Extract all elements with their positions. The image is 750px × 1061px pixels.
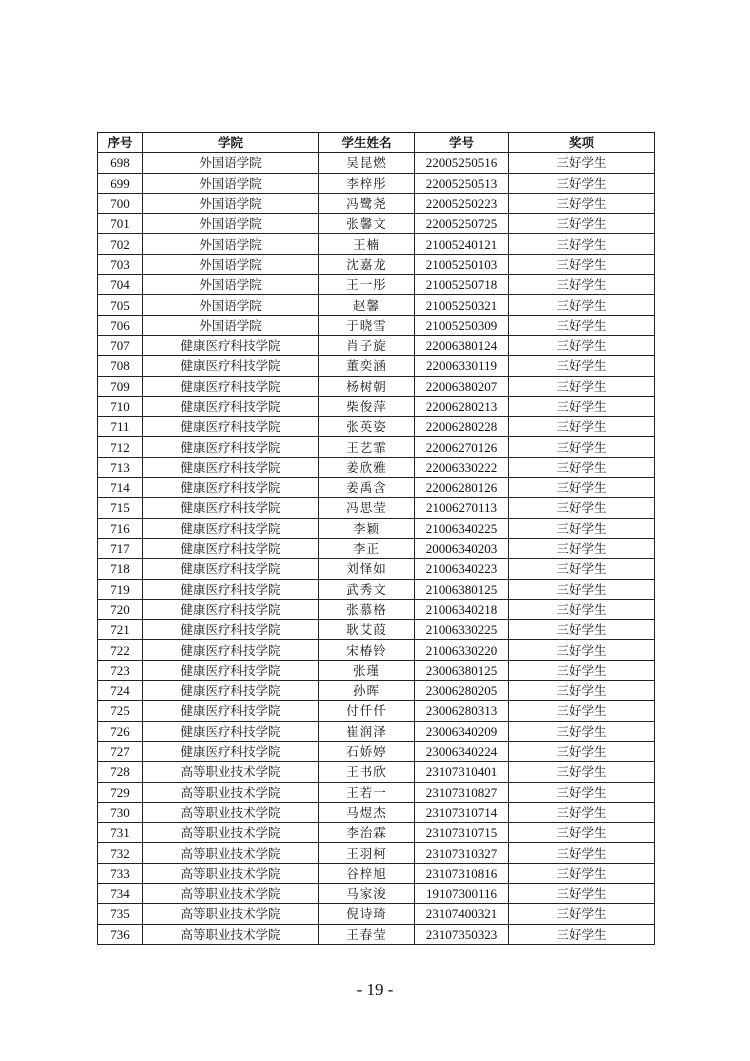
table-body	[98, 153, 655, 945]
student-name-cell: 沈嘉龙	[319, 254, 415, 274]
student-name-cell: 王一彤	[319, 275, 415, 295]
school-cell: 健康医疗科技学院	[143, 721, 319, 741]
serial-number-cell: 730	[98, 802, 143, 822]
table-row	[98, 660, 655, 680]
student-id-cell: 22006330119	[415, 356, 509, 376]
table-row	[98, 173, 655, 193]
table-row	[98, 620, 655, 640]
award-cell: 三好学生	[509, 904, 655, 924]
table-row	[98, 335, 655, 355]
award-cell: 三好学生	[509, 214, 655, 234]
school-cell: 高等职业技术学院	[143, 762, 319, 782]
school-cell: 健康医疗科技学院	[143, 335, 319, 355]
school-cell: 高等职业技术学院	[143, 823, 319, 843]
table-row	[98, 883, 655, 903]
student-id-cell: 21006340218	[415, 599, 509, 619]
serial-number-cell: 726	[98, 721, 143, 741]
student-name-cell: 谷梓旭	[319, 863, 415, 883]
award-cell: 三好学生	[509, 843, 655, 863]
serial-number-cell: 735	[98, 904, 143, 924]
school-cell: 健康医疗科技学院	[143, 396, 319, 416]
student-name-cell: 王书欣	[319, 762, 415, 782]
table-row	[98, 234, 655, 254]
student-name-cell: 赵馨	[319, 295, 415, 315]
award-roster-table	[97, 132, 655, 945]
school-cell: 外国语学院	[143, 234, 319, 254]
student-name-cell: 张瑾	[319, 660, 415, 680]
student-id-cell: 23107310827	[415, 782, 509, 802]
table-header	[98, 133, 655, 153]
school-cell: 健康医疗科技学院	[143, 538, 319, 558]
school-cell: 健康医疗科技学院	[143, 437, 319, 457]
school-cell: 高等职业技术学院	[143, 904, 319, 924]
table-row	[98, 701, 655, 721]
serial-number-cell: 712	[98, 437, 143, 457]
award-cell: 三好学生	[509, 254, 655, 274]
serial-number-cell: 715	[98, 498, 143, 518]
award-cell: 三好学生	[509, 762, 655, 782]
serial-number-cell: 727	[98, 741, 143, 761]
table-row	[98, 376, 655, 396]
award-cell: 三好学生	[509, 538, 655, 558]
table-row	[98, 254, 655, 274]
award-cell: 三好学生	[509, 457, 655, 477]
student-id-cell: 22006280213	[415, 396, 509, 416]
student-id-cell: 22005250223	[415, 193, 509, 213]
award-cell: 三好学生	[509, 721, 655, 741]
student-name-cell: 王楠	[319, 234, 415, 254]
school-cell: 健康医疗科技学院	[143, 701, 319, 721]
table-row	[98, 153, 655, 173]
school-cell: 健康医疗科技学院	[143, 660, 319, 680]
student-id-cell: 23107310714	[415, 802, 509, 822]
school-cell: 高等职业技术学院	[143, 924, 319, 944]
award-cell: 三好学生	[509, 153, 655, 173]
serial-number-cell: 699	[98, 173, 143, 193]
student-name-cell: 柴俊萍	[319, 396, 415, 416]
school-cell: 健康医疗科技学院	[143, 559, 319, 579]
school-cell: 外国语学院	[143, 153, 319, 173]
student-id-cell: 19107300116	[415, 883, 509, 903]
school-cell: 外国语学院	[143, 315, 319, 335]
serial-number-cell: 708	[98, 356, 143, 376]
serial-number-cell: 723	[98, 660, 143, 680]
school-cell: 高等职业技术学院	[143, 883, 319, 903]
school-cell: 外国语学院	[143, 193, 319, 213]
student-id-cell: 23107310327	[415, 843, 509, 863]
award-cell: 三好学生	[509, 741, 655, 761]
award-cell: 三好学生	[509, 376, 655, 396]
student-name-cell: 崔润泽	[319, 721, 415, 741]
table-row	[98, 579, 655, 599]
table-row	[98, 721, 655, 741]
serial-number-cell: 711	[98, 417, 143, 437]
student-name-cell: 耿艾葭	[319, 620, 415, 640]
award-cell: 三好学生	[509, 924, 655, 944]
student-name-cell: 吴昆燃	[319, 153, 415, 173]
award-cell: 三好学生	[509, 275, 655, 295]
school-cell: 健康医疗科技学院	[143, 681, 319, 701]
header-award: 奖项	[509, 133, 655, 153]
school-cell: 健康医疗科技学院	[143, 478, 319, 498]
student-name-cell: 王若一	[319, 782, 415, 802]
award-cell: 三好学生	[509, 437, 655, 457]
school-cell: 健康医疗科技学院	[143, 620, 319, 640]
award-cell: 三好学生	[509, 782, 655, 802]
student-id-cell: 23107310816	[415, 863, 509, 883]
student-name-cell: 张英姿	[319, 417, 415, 437]
student-id-cell: 22006280228	[415, 417, 509, 437]
table-row	[98, 396, 655, 416]
school-cell: 外国语学院	[143, 173, 319, 193]
award-cell: 三好学生	[509, 802, 655, 822]
award-cell: 三好学生	[509, 823, 655, 843]
table-row	[98, 437, 655, 457]
student-id-cell: 22005250725	[415, 214, 509, 234]
student-name-cell: 马煜杰	[319, 802, 415, 822]
student-name-cell: 倪诗琦	[319, 904, 415, 924]
student-name-cell: 张馨文	[319, 214, 415, 234]
serial-number-cell: 736	[98, 924, 143, 944]
award-cell: 三好学生	[509, 681, 655, 701]
award-cell: 三好学生	[509, 295, 655, 315]
student-id-cell: 23006380125	[415, 660, 509, 680]
student-name-cell: 石娇婷	[319, 741, 415, 761]
student-name-cell: 王羽柯	[319, 843, 415, 863]
student-name-cell: 杨树朝	[319, 376, 415, 396]
student-name-cell: 李治霖	[319, 823, 415, 843]
school-cell: 外国语学院	[143, 254, 319, 274]
student-id-cell: 21006330220	[415, 640, 509, 660]
student-id-cell: 23006280313	[415, 701, 509, 721]
award-cell: 三好学生	[509, 478, 655, 498]
award-cell: 三好学生	[509, 599, 655, 619]
student-name-cell: 刘怿如	[319, 559, 415, 579]
serial-number-cell: 732	[98, 843, 143, 863]
serial-number-cell: 701	[98, 214, 143, 234]
table-row	[98, 782, 655, 802]
table-row	[98, 214, 655, 234]
student-id-cell: 21006340223	[415, 559, 509, 579]
student-id-cell: 22006270126	[415, 437, 509, 457]
student-id-cell: 21005250718	[415, 275, 509, 295]
student-name-cell: 宋椿铃	[319, 640, 415, 660]
header-school: 学院	[143, 133, 319, 153]
serial-number-cell: 717	[98, 538, 143, 558]
table-row	[98, 457, 655, 477]
student-name-cell: 马家浚	[319, 883, 415, 903]
school-cell: 健康医疗科技学院	[143, 579, 319, 599]
serial-number-cell: 718	[98, 559, 143, 579]
award-cell: 三好学生	[509, 579, 655, 599]
table-row	[98, 315, 655, 335]
student-id-cell: 21006340225	[415, 518, 509, 538]
serial-number-cell: 703	[98, 254, 143, 274]
serial-number-cell: 720	[98, 599, 143, 619]
table-row	[98, 681, 655, 701]
student-id-cell: 22006380207	[415, 376, 509, 396]
student-id-cell: 21006330225	[415, 620, 509, 640]
serial-number-cell: 700	[98, 193, 143, 213]
header-student-id: 学号	[415, 133, 509, 153]
table-row	[98, 741, 655, 761]
table-row	[98, 295, 655, 315]
serial-number-cell: 724	[98, 681, 143, 701]
serial-number-cell: 728	[98, 762, 143, 782]
serial-number-cell: 722	[98, 640, 143, 660]
student-name-cell: 李正	[319, 538, 415, 558]
table-row	[98, 640, 655, 660]
student-id-cell: 21006380125	[415, 579, 509, 599]
award-cell: 三好学生	[509, 193, 655, 213]
serial-number-cell: 733	[98, 863, 143, 883]
school-cell: 健康医疗科技学院	[143, 498, 319, 518]
school-cell: 健康医疗科技学院	[143, 599, 319, 619]
school-cell: 健康医疗科技学院	[143, 417, 319, 437]
serial-number-cell: 710	[98, 396, 143, 416]
award-cell: 三好学生	[509, 335, 655, 355]
table-row	[98, 478, 655, 498]
school-cell: 健康医疗科技学院	[143, 457, 319, 477]
serial-number-cell: 709	[98, 376, 143, 396]
student-id-cell: 21006270113	[415, 498, 509, 518]
award-cell: 三好学生	[509, 417, 655, 437]
student-name-cell: 孙晖	[319, 681, 415, 701]
award-cell: 三好学生	[509, 620, 655, 640]
award-cell: 三好学生	[509, 173, 655, 193]
table-row	[98, 599, 655, 619]
school-cell: 外国语学院	[143, 214, 319, 234]
table-row	[98, 193, 655, 213]
student-name-cell: 李梓彤	[319, 173, 415, 193]
serial-number-cell: 725	[98, 701, 143, 721]
school-cell: 高等职业技术学院	[143, 782, 319, 802]
student-id-cell: 21005250103	[415, 254, 509, 274]
table-row	[98, 762, 655, 782]
student-id-cell: 20006340203	[415, 538, 509, 558]
serial-number-cell: 713	[98, 457, 143, 477]
school-cell: 健康医疗科技学院	[143, 376, 319, 396]
school-cell: 健康医疗科技学院	[143, 518, 319, 538]
student-id-cell: 23006340209	[415, 721, 509, 741]
award-cell: 三好学生	[509, 863, 655, 883]
table-row	[98, 863, 655, 883]
student-name-cell: 王艺霏	[319, 437, 415, 457]
student-name-cell: 李颖	[319, 518, 415, 538]
school-cell: 高等职业技术学院	[143, 863, 319, 883]
table-row	[98, 904, 655, 924]
student-id-cell: 22005250516	[415, 153, 509, 173]
student-id-cell: 23107310401	[415, 762, 509, 782]
award-cell: 三好学生	[509, 640, 655, 660]
award-cell: 三好学生	[509, 701, 655, 721]
student-id-cell: 21005240121	[415, 234, 509, 254]
table-row	[98, 538, 655, 558]
student-id-cell: 22005250513	[415, 173, 509, 193]
student-id-cell: 21005250321	[415, 295, 509, 315]
header-serial-number: 序号	[98, 133, 143, 153]
serial-number-cell: 731	[98, 823, 143, 843]
serial-number-cell: 714	[98, 478, 143, 498]
table-row	[98, 823, 655, 843]
award-cell: 三好学生	[509, 498, 655, 518]
student-name-cell: 付仟仟	[319, 701, 415, 721]
school-cell: 外国语学院	[143, 275, 319, 295]
table-row	[98, 559, 655, 579]
serial-number-cell: 721	[98, 620, 143, 640]
student-name-cell: 张慕格	[319, 599, 415, 619]
serial-number-cell: 705	[98, 295, 143, 315]
page-number: - 19 -	[356, 980, 394, 999]
table-row	[98, 417, 655, 437]
award-cell: 三好学生	[509, 883, 655, 903]
serial-number-cell: 702	[98, 234, 143, 254]
school-cell: 高等职业技术学院	[143, 843, 319, 863]
serial-number-cell: 734	[98, 883, 143, 903]
student-id-cell: 23107350323	[415, 924, 509, 944]
serial-number-cell: 707	[98, 335, 143, 355]
school-cell: 高等职业技术学院	[143, 802, 319, 822]
table-row	[98, 518, 655, 538]
school-cell: 健康医疗科技学院	[143, 640, 319, 660]
student-name-cell: 王春莹	[319, 924, 415, 944]
serial-number-cell: 729	[98, 782, 143, 802]
student-id-cell: 21005250309	[415, 315, 509, 335]
serial-number-cell: 698	[98, 153, 143, 173]
award-cell: 三好学生	[509, 356, 655, 376]
student-name-cell: 姜欣雅	[319, 457, 415, 477]
student-id-cell: 23006280205	[415, 681, 509, 701]
award-cell: 三好学生	[509, 315, 655, 335]
student-id-cell: 23006340224	[415, 741, 509, 761]
student-id-cell: 23107400321	[415, 904, 509, 924]
header-student-name: 学生姓名	[319, 133, 415, 153]
award-cell: 三好学生	[509, 396, 655, 416]
header-row	[98, 133, 655, 153]
student-id-cell: 22006280126	[415, 478, 509, 498]
student-id-cell: 22006380124	[415, 335, 509, 355]
serial-number-cell: 706	[98, 315, 143, 335]
student-name-cell: 董奕涵	[319, 356, 415, 376]
table-row	[98, 356, 655, 376]
table-row	[98, 802, 655, 822]
student-name-cell: 冯鹭尧	[319, 193, 415, 213]
school-cell: 外国语学院	[143, 295, 319, 315]
student-name-cell: 武秀文	[319, 579, 415, 599]
serial-number-cell: 716	[98, 518, 143, 538]
student-id-cell: 22006330222	[415, 457, 509, 477]
student-id-cell: 23107310715	[415, 823, 509, 843]
award-cell: 三好学生	[509, 518, 655, 538]
serial-number-cell: 719	[98, 579, 143, 599]
award-cell: 三好学生	[509, 660, 655, 680]
table-row	[98, 924, 655, 944]
award-cell: 三好学生	[509, 559, 655, 579]
table-row	[98, 498, 655, 518]
student-name-cell: 于晓雪	[319, 315, 415, 335]
student-name-cell: 肖子旋	[319, 335, 415, 355]
table-row	[98, 275, 655, 295]
school-cell: 健康医疗科技学院	[143, 356, 319, 376]
table-row	[98, 843, 655, 863]
school-cell: 健康医疗科技学院	[143, 741, 319, 761]
student-name-cell: 冯思莹	[319, 498, 415, 518]
serial-number-cell: 704	[98, 275, 143, 295]
award-cell: 三好学生	[509, 234, 655, 254]
student-name-cell: 姜禹含	[319, 478, 415, 498]
